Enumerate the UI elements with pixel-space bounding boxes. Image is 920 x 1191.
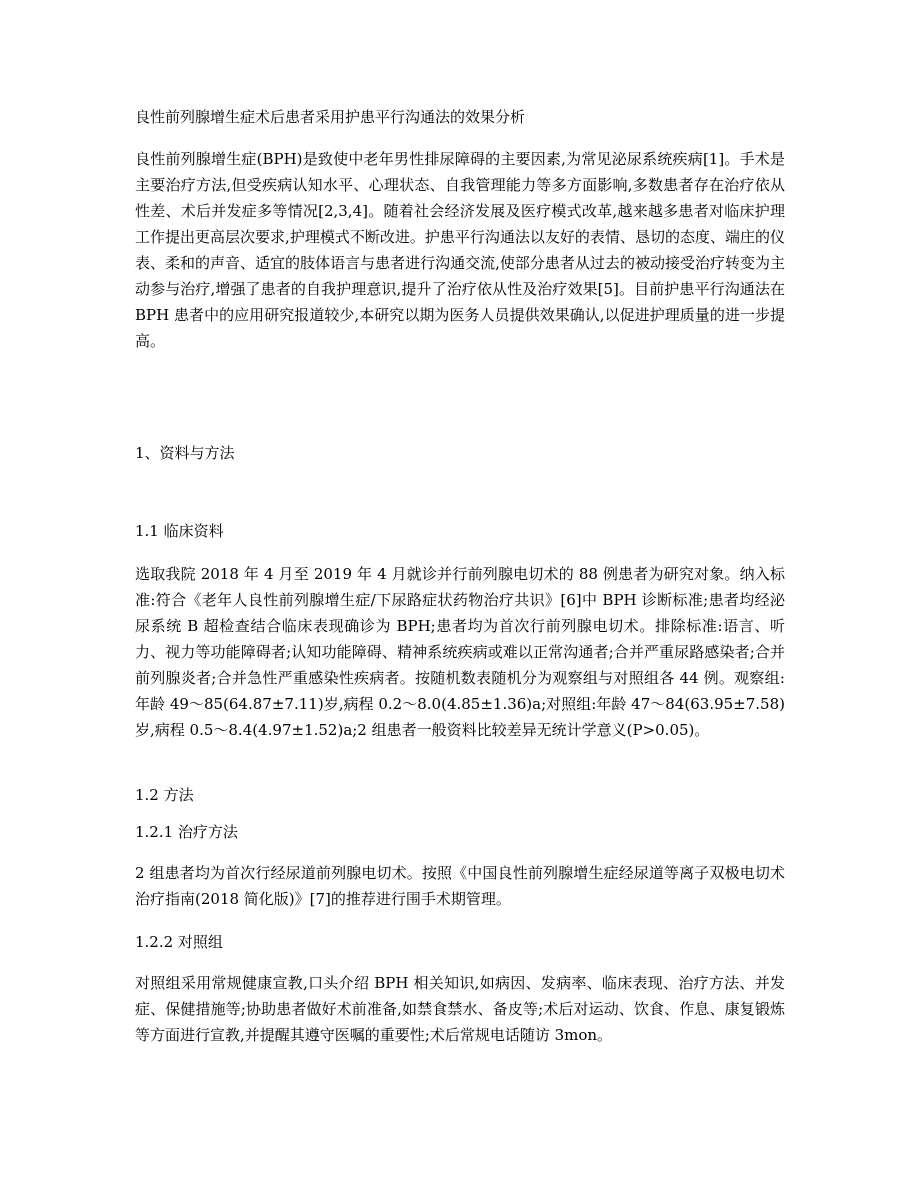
section-1-1-paragraph: 选取我院 2018 年 4 月至 2019 年 4 月就诊并行前列腺电切术的 88 例患者为研究对象。纳入标准:符合《老年人良性前列腺增生症/下尿路症状药物治疗共识》[6]中 BPH 诊断标准;患者均经泌尿系统 B 超检查结合临床表现确诊为 BPH;患者均为首次行前列腺电切术。排除标准:语言、听力、视力等功能障碍者;认知功能障碍、精神系统疾病或难以正常沟通者;合并严重尿路感染者;合并前列腺炎者;合并急性严重感染性疾病者。按随机数表随机分为观察组与对照组各 44 例。观察组:年龄 49～85(64.87±7.11)岁,病程 0.2～8.0(4.85±1.36)a;对照组:年龄 47～84(63.95±7.58)岁,病程 0.5～8.4(4.97±1.52)a;2 组患者一般资料比较差异无统计学意义(P>0.05)。 [135, 565, 785, 739]
section-1-2-2-paragraph: 对照组采用常规健康宣教,口头介绍 BPH 相关知识,如病因、发病率、临床表现、治疗方法、并发症、保健措施等;协助患者做好术前准备,如禁食禁水、备皮等;术后对运动、饮食、作息、康复锻炼等方面进行宣教,并提醒其遵守医嘱的重要性;术后常规电话随访 3mon。 [135, 974, 785, 1044]
section-1-1-heading: 1.1 临床资料 [135, 522, 224, 540]
document-title: 良性前列腺增生症术后患者采用护患平行沟通法的效果分析 [135, 108, 526, 126]
intro-paragraph: 良性前列腺增生症(BPH)是致使中老年男性排尿障碍的主要因素,为常见泌尿系统疾病[1]。手术是主要治疗方法,但受疾病认知水平、心理状态、自我管理能力等多方面影响,多数患者存在治疗依从性差、术后并发症多等情况[2,3,4]。随着社会经济发展及医疗模式改革,越来越多患者对临床护理工作提出更高层次要求,护理模式不断改进。护患平行沟通法以友好的表情、恳切的态度、端庄的仪表、柔和的声音、适宜的肢体语言与患者进行沟通交流,使部分患者从过去的被动接受治疗转变为主动参与治疗,增强了患者的自我护理意识,提升了治疗依从性及治疗效果[5]。目前护患平行沟通法在 BPH 患者中的应用研究报道较少,本研究以期为医务人员提供效果确认,以促进护理质量的进一步提高。 [135, 150, 785, 350]
section-1-heading: 1、资料与方法 [135, 444, 235, 462]
section-1-2-1-paragraph: 2 组患者均为首次行经尿道前列腺电切术。按照《中国良性前列腺增生症经尿道等离子双极电切术治疗指南(2018 简化版)》[7]的推荐进行围手术期管理。 [135, 864, 785, 908]
section-1-2-heading: 1.2 方法 [135, 786, 194, 804]
section-1-2-1-heading: 1.2.1 治疗方法 [135, 823, 238, 841]
section-1-2-2-heading: 1.2.2 对照组 [135, 933, 223, 951]
